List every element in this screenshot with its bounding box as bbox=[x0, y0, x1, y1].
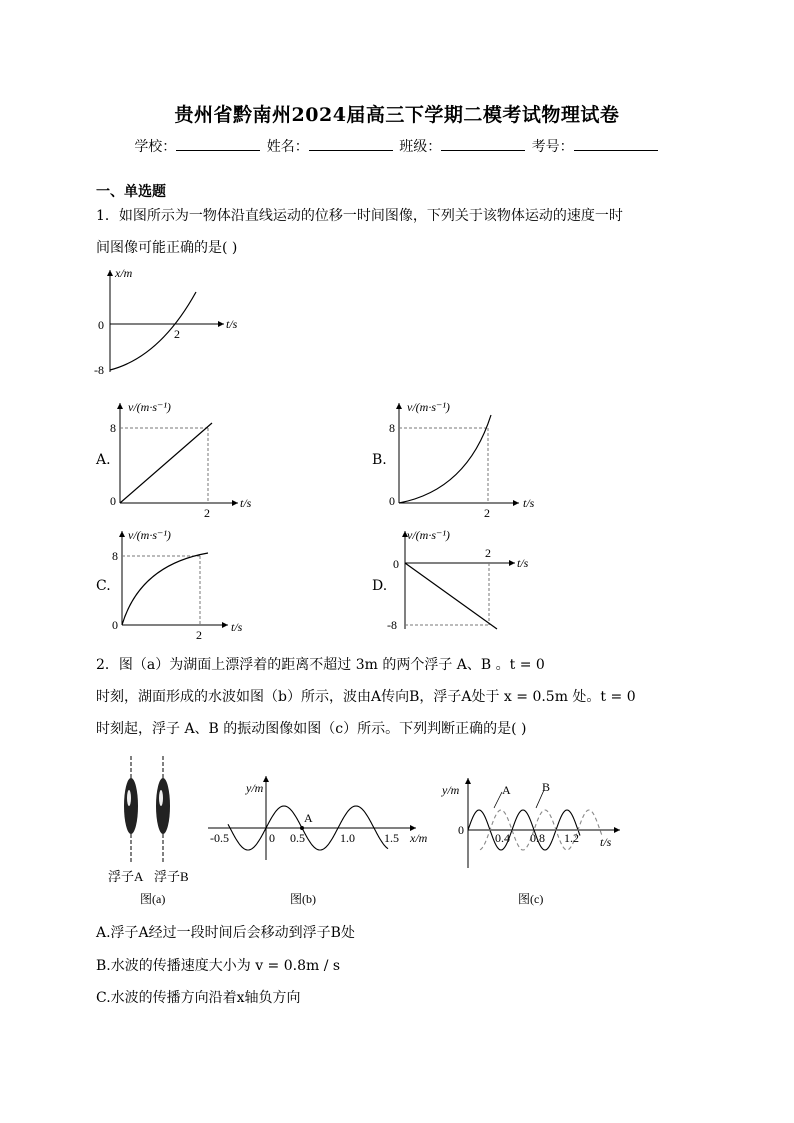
x-tick-label: 2 bbox=[204, 506, 210, 520]
exam-title: 贵州省黔南州2024届高三下学期二模考试物理试卷 bbox=[174, 104, 620, 126]
label-a-pointer bbox=[494, 792, 502, 808]
q1-xt-graph bbox=[90, 262, 260, 382]
origin-label: 0 bbox=[112, 618, 118, 632]
y-axis-label: v/(m·s⁻¹) bbox=[128, 400, 171, 414]
q2-option-b[interactable]: B.水波的传播速度大小为 v = 0.8m / s bbox=[96, 958, 341, 974]
curve-a-label: A bbox=[502, 783, 511, 797]
origin-label: 0 bbox=[389, 494, 395, 508]
velocity-line bbox=[120, 423, 212, 503]
y-axis-label: x/m bbox=[115, 266, 133, 280]
origin-label: 0 bbox=[458, 823, 464, 837]
x-tick-label: 2 bbox=[196, 628, 202, 642]
exam-number-blank[interactable] bbox=[574, 138, 658, 151]
float-a-icon bbox=[124, 756, 138, 862]
origin-label: 0 bbox=[393, 557, 399, 571]
tick-neg-0.5: -0.5 bbox=[210, 831, 229, 845]
q1-option-c-letter[interactable]: C. bbox=[96, 578, 111, 594]
tick-0: 0 bbox=[269, 831, 275, 845]
y-tick-label: -8 bbox=[387, 618, 397, 632]
x-axis-label: x/m bbox=[410, 831, 428, 845]
q2-text-line3: 时刻起，浮子 A、B 的振动图像如图（c）所示。下列判断正确的是( ) bbox=[96, 721, 527, 737]
velocity-curve bbox=[122, 553, 208, 625]
x-axis-label: t/s bbox=[226, 317, 238, 331]
tick-1.0: 1.0 bbox=[340, 831, 355, 845]
q1-text-line2: 间图像可能正确的是( ) bbox=[96, 240, 238, 256]
y-tick-label: -8 bbox=[94, 363, 104, 377]
position-curve bbox=[110, 292, 196, 370]
x-tick-label: 2 bbox=[485, 546, 491, 560]
school-blank[interactable] bbox=[176, 138, 260, 151]
t-axis-label: t/s bbox=[600, 835, 612, 849]
x-axis-label: t/s bbox=[523, 496, 535, 510]
float-b-label: 浮子B bbox=[154, 869, 189, 884]
q1-option-d-letter[interactable]: D. bbox=[372, 578, 388, 594]
origin-label: 0 bbox=[110, 494, 116, 508]
q1-option-a-letter[interactable]: A. bbox=[96, 452, 111, 468]
q2-figure-b bbox=[206, 772, 444, 910]
y-axis-label: v/(m·s⁻¹) bbox=[407, 528, 450, 542]
curve-b-label: B bbox=[542, 780, 551, 794]
q2-option-a[interactable]: A.浮子A经过一段时间后会移动到浮子B处 bbox=[96, 925, 355, 941]
class-label: 班级： bbox=[399, 139, 442, 155]
q2-option-c[interactable]: C.水波的传播方向沿着x轴负方向 bbox=[96, 990, 301, 1006]
class-blank[interactable] bbox=[441, 138, 525, 151]
y-axis-label: v/(m·s⁻¹) bbox=[128, 528, 171, 542]
name-blank[interactable] bbox=[309, 138, 393, 151]
y-tick-label: 8 bbox=[389, 421, 395, 435]
origin-label: 0 bbox=[98, 318, 104, 332]
figure-c-caption: 图(c) bbox=[518, 892, 544, 906]
figure-b-caption: 图(b) bbox=[290, 892, 316, 906]
y-tick-label: 8 bbox=[110, 421, 116, 435]
q1-option-b-graph[interactable] bbox=[387, 395, 547, 520]
q1-option-c-graph[interactable] bbox=[110, 525, 260, 643]
q2-text-line1: 2．图（a）为湖面上漂浮着的距离不超过 3m 的两个浮子 A、B 。t = 0 bbox=[96, 657, 545, 673]
y-axis-label: v/(m·s⁻¹) bbox=[407, 400, 450, 414]
q1-option-d-graph[interactable] bbox=[387, 525, 547, 635]
x-tick-label: 2 bbox=[174, 327, 180, 341]
x-axis-label: t/s bbox=[231, 620, 243, 634]
exam-number-label: 考号： bbox=[531, 139, 574, 155]
figure-a-caption: 图(a) bbox=[140, 892, 166, 906]
tick-0.4: 0.4 bbox=[495, 831, 510, 845]
point-a-label: A bbox=[304, 811, 313, 825]
float-a-label: 浮子A bbox=[108, 869, 144, 884]
x-axis-label: t/s bbox=[240, 496, 252, 510]
q1-text-line1: 1．如图所示为一物体沿直线运动的位移一时间图像，下列关于该物体运动的速度一时 bbox=[96, 208, 623, 224]
float-b-icon bbox=[156, 756, 170, 862]
school-label: 学校： bbox=[134, 139, 177, 155]
student-info-line bbox=[0, 136, 794, 156]
tick-1.5: 1.5 bbox=[384, 831, 399, 845]
tick-0.8: 0.8 bbox=[530, 831, 545, 845]
section-heading: 一、单选题 bbox=[96, 184, 166, 200]
q1-option-b-letter[interactable]: B. bbox=[372, 452, 387, 468]
q1-option-a-graph[interactable] bbox=[110, 395, 260, 520]
velocity-line bbox=[405, 563, 497, 629]
tick-0.5: 0.5 bbox=[290, 831, 305, 845]
y-axis-label: y/m bbox=[246, 781, 264, 795]
point-a-marker bbox=[300, 826, 304, 830]
q2-text-line2: 时刻，湖面形成的水波如图（b）所示，波由A传向B，浮子A处于 x = 0.5m 处。t = 0 bbox=[96, 689, 636, 705]
x-axis-label: t/s bbox=[517, 556, 529, 570]
tick-1.2: 1.2 bbox=[564, 831, 579, 845]
name-label: 姓名： bbox=[266, 139, 309, 155]
y-axis-label: y/m bbox=[442, 783, 460, 797]
q2-figure-a bbox=[104, 750, 204, 910]
y-tick-label: 8 bbox=[112, 549, 118, 563]
x-tick-label: 2 bbox=[484, 506, 490, 520]
q2-figure-c bbox=[440, 772, 630, 910]
